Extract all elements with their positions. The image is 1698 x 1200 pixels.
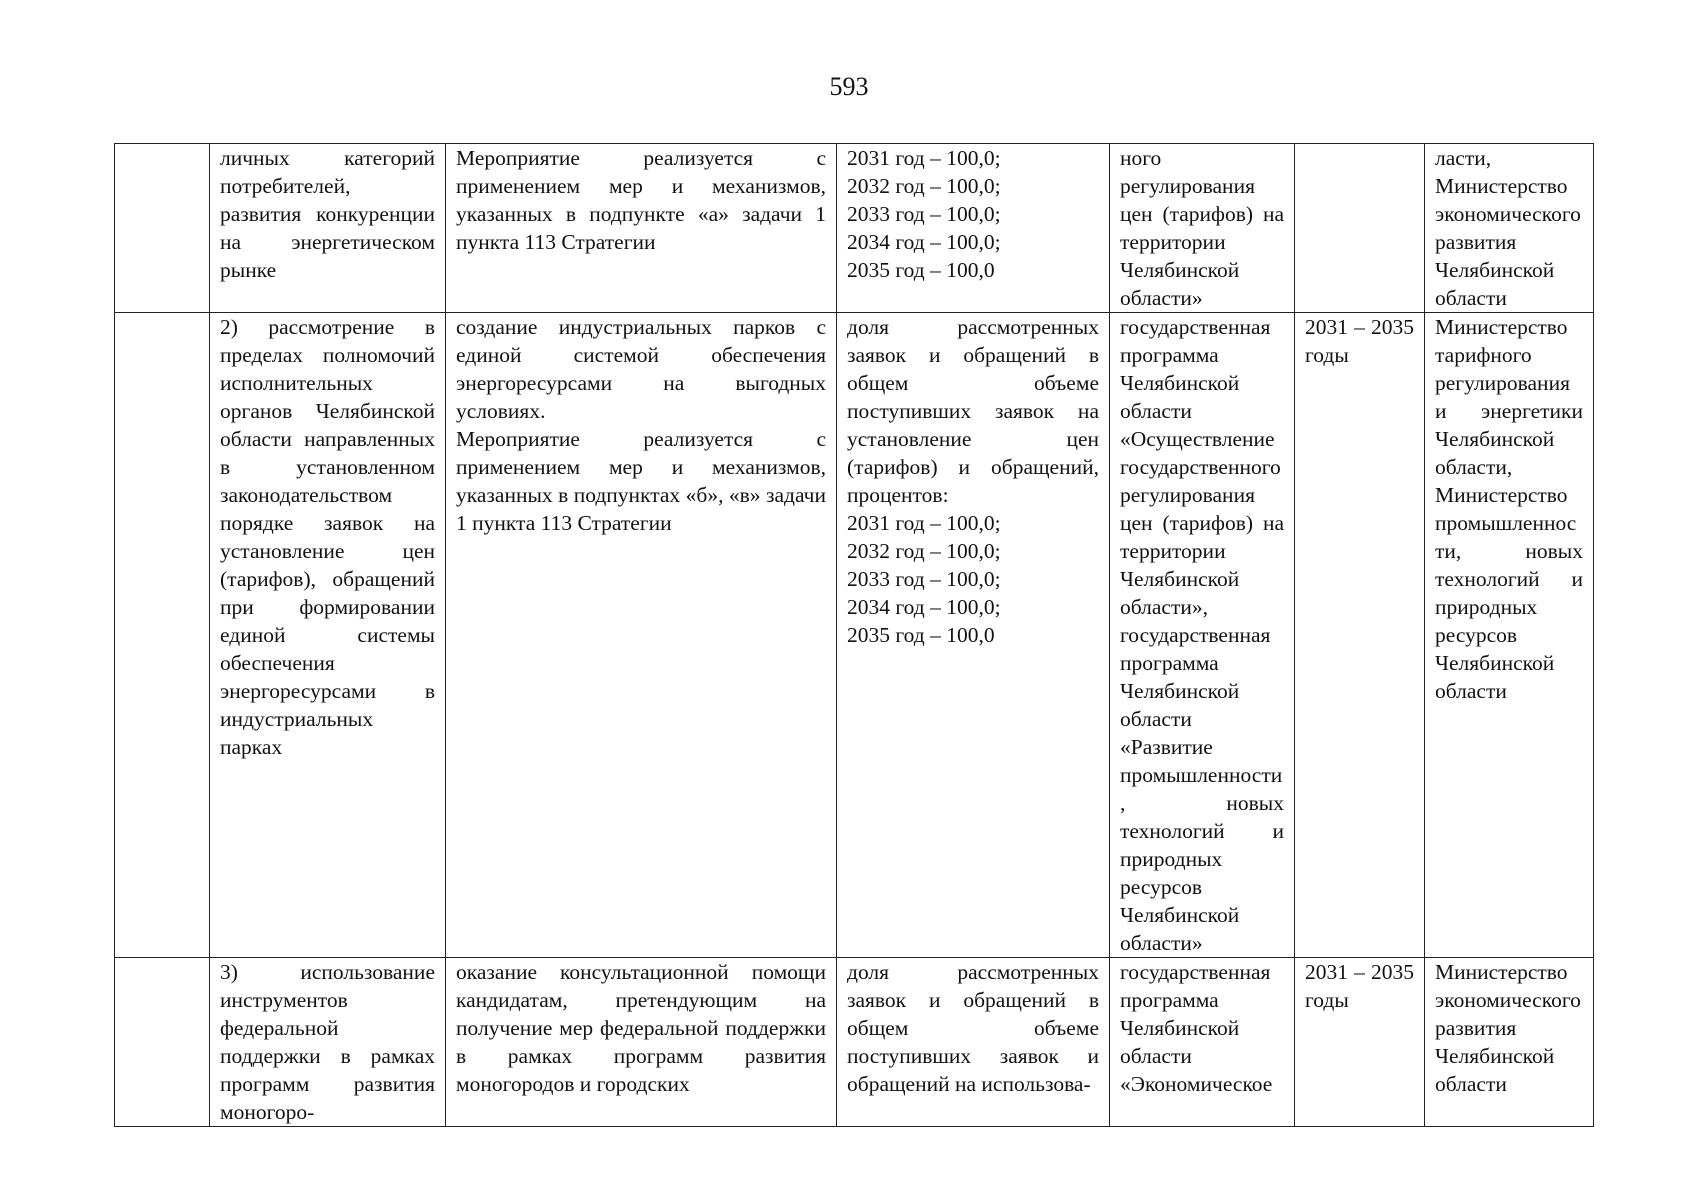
responsible-cell: ласти, Министерство экономического развития Челябинской области xyxy=(1425,144,1594,313)
responsible-cell: Министерство экономического развития Челябинской области xyxy=(1425,958,1594,1127)
expected-result-cell: Мероприятие реализуется с применением мер и механизмов, указанных в подпункте «а» задачи 1 пункта 113 Стратегии xyxy=(446,144,837,313)
strategy-measures-table xyxy=(114,143,1594,1127)
indicator-year-value: 2033 год – 100,0; xyxy=(847,567,1001,591)
indicator-year-value: 2032 год – 100,0; xyxy=(847,539,1001,563)
indicator-year-value: 2032 год – 100,0; xyxy=(847,174,1001,198)
expected-result-paragraph: Мероприятие реализуется с применением мер и механизмов, указанных в подпунктах «б», «в» задачи 1 пункта 113 Стратегии xyxy=(456,427,826,535)
indicator-year-value: 2031 год – 100,0; xyxy=(847,146,1001,170)
program-cell: государственная программа Челябинской области «Осуществление государственного регулирования цен (тарифов) на территории Челябинской области», государственная программа Челябинской области «Развитие промышленности, новых технологий и природных ресурсов Челябинской области» xyxy=(1110,313,1295,958)
indicator-year-value: 2035 год – 100,0 xyxy=(847,623,995,647)
period-cell xyxy=(1295,144,1425,313)
row-number-cell xyxy=(115,144,210,313)
table-row xyxy=(115,958,1594,1127)
expected-result-cell xyxy=(446,313,837,958)
indicator-description: доля рассмотренных заявок и обращений в общем объеме поступивших заявок на установление цен (тарифов) и обращений, процентов: xyxy=(847,315,1099,507)
responsible-cell: Министерство тарифного регулирования и энергетики Челябинской области, Министерство промышленности, новых технологий и природных ресурсов Челябинской области xyxy=(1425,313,1594,958)
row-number-cell xyxy=(115,313,210,958)
indicator-year-value: 2034 год – 100,0; xyxy=(847,595,1001,619)
page-number: 593 xyxy=(829,72,869,101)
period-cell: 2031 – 2035 годы xyxy=(1295,313,1425,958)
expected-result-paragraph: создание индустриальных парков с единой системой обеспечения энергоресурсами на выгодных условиях. xyxy=(456,315,826,423)
indicator-year-value: 2031 год – 100,0; xyxy=(847,511,1001,535)
indicator-cell xyxy=(837,313,1110,958)
table-row xyxy=(115,313,1594,958)
measure-name-cell: личных категорий потребителей, развития конкуренции на энергетическом рынке xyxy=(210,144,446,313)
indicator-year-value: 2034 год – 100,0; xyxy=(847,230,1001,254)
row-number-cell xyxy=(115,958,210,1127)
indicator-cell xyxy=(837,144,1110,313)
indicator-cell: доля рассмотренных заявок и обращений в общем объеме поступивших заявок и обращений на использова- xyxy=(837,958,1110,1127)
period-cell: 2031 – 2035 годы xyxy=(1295,958,1425,1127)
indicator-year-value: 2035 год – 100,0 xyxy=(847,258,995,282)
expected-result-cell: оказание консультационной помощи кандидатам, претендующим на получение мер федеральной поддержки в рамках программ развития моногородов и городских xyxy=(446,958,837,1127)
program-cell: государственная программа Челябинской области «Экономическое xyxy=(1110,958,1295,1127)
program-cell: ного регулирования цен (тарифов) на территории Челябинской области» xyxy=(1110,144,1295,313)
measure-name-cell: 3) использование инструментов федеральной поддержки в рамках программ развития моногоро- xyxy=(210,958,446,1127)
table-row xyxy=(115,144,1594,313)
measure-name-cell: 2) рассмотрение в пределах полномочий исполнительных органов Челябинской области направленных в установленном законодательством порядке заявок на установление цен (тарифов), обращений при формировании единой системы обеспечения энергоресурсами в индустриальных парках xyxy=(210,313,446,958)
indicator-year-value: 2033 год – 100,0; xyxy=(847,202,1001,226)
